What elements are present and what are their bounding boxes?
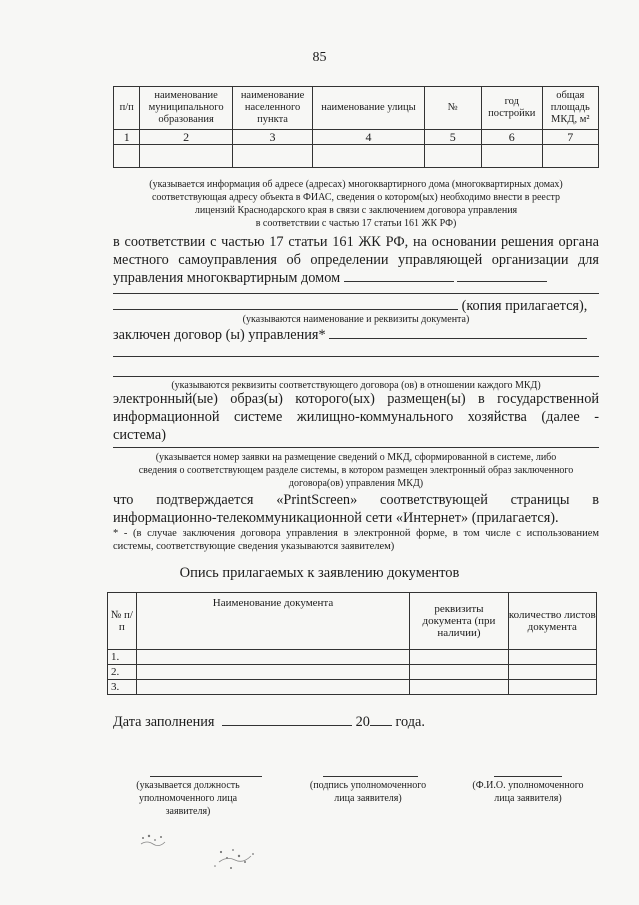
footnote: * - (в случае заключения договора управления в электронной форме, в том числе с использованием системы, соответствующие сведения указываются заявителем) [113,528,599,552]
fill-line[interactable] [329,326,587,339]
number-cell: 7 [542,130,598,145]
header-cell: год постройки [481,87,542,130]
copy-attached-text: (копия прилагается), [461,298,588,314]
word: подтверждается [156,492,254,508]
word: что [113,492,134,508]
signature-line[interactable] [323,776,418,777]
blank-cell[interactable] [424,145,481,168]
word: страницы [510,492,570,508]
word: «PrintScreen» [276,492,358,508]
row-cell[interactable] [508,665,596,680]
blank-cell[interactable] [140,145,232,168]
application-note-line: сведения о соответствующем разделе системы, в котором размещен электронный образ заключенного [138,465,574,476]
blank-cell[interactable] [232,145,312,168]
row-cell[interactable] [410,665,508,680]
row-cell[interactable] [410,650,508,665]
header-cell: реквизиты документа (при наличии) [410,593,508,650]
contract-row [113,326,599,344]
row-number: 3. [108,680,137,695]
header-cell: п/п [114,87,140,130]
address-note [113,178,599,230]
header-cell: наименование муниципального образования [140,87,232,130]
stamp-scribble-icon [135,828,265,876]
signature-caption-position: (указывается должность уполномоченного лица заявителя) [136,780,240,817]
blank-cell[interactable] [481,145,542,168]
document-list-row [108,680,597,695]
blank-cell[interactable] [313,145,424,168]
signature-caption-signature: (подпись уполномоченного лица заявителя) [309,780,427,804]
row-cell[interactable] [136,680,410,695]
signature-line[interactable] [150,776,262,777]
year-fill-line[interactable] [370,713,392,726]
row-number: 1. [108,650,137,665]
number-cell: 3 [232,130,312,145]
header-cell: количество листов документа [508,593,596,650]
address-table [113,86,599,168]
date-row [113,713,599,731]
word: в [592,492,599,508]
date-label: Дата заполнения [113,714,215,730]
document-list-title: Опись прилагаемых к заявлению документов [179,565,460,581]
contract-text: заключен договор (ы) управления* [113,327,326,343]
address-table-header [114,87,599,130]
address-note-line: (указывается информация об адресе (адресах) многоквартирного дома (многоквартирных домах) [149,179,563,190]
contract-note: (указываются реквизиты соответствующего договора (ов) в отношении каждого МКД) [171,380,541,391]
address-table-number-row [114,130,599,145]
header-cell: № п/п [108,593,137,650]
number-cell: 5 [424,130,481,145]
paragraph-decision-text: в соответствии с частью 17 статьи 161 ЖК РФ, на основании решения органа местного самоуправления об определении управляющей организации для управления многоквартирным домом [113,234,599,286]
document-list-row [108,665,597,680]
document-note: (указываются наименование и реквизиты документа) [242,314,470,325]
number-cell: 4 [313,130,424,145]
number-cell: 6 [481,130,542,145]
row-number: 2. [108,665,137,680]
date-fill-line[interactable] [222,713,352,726]
fill-line[interactable] [113,447,599,448]
row-cell[interactable] [136,650,410,665]
header-cell: № [424,87,481,130]
paragraph-printscreen-line2: информационно-телекоммуникационной сети «Интернет» (прилагается). [113,510,559,526]
signature-caption-name: (Ф.И.О. уполномоченного лица заявителя) [472,780,584,804]
signature-line[interactable] [494,776,562,777]
paragraph-system: электронный(ые) образ(ы) которого(ых) размещен(ы) в государственной информационной системе жилищно-коммунального хозяйства (далее - система) [113,391,599,443]
address-table-blank-row [114,145,599,168]
application-note-line: (указывается номер заявки на размещение сведений о МКД, сформированной в системе, либо [155,452,557,463]
fill-line[interactable] [113,376,599,377]
fill-line[interactable] [113,356,599,357]
address-note-line: соответствующая адресу объекта в ФИАС, сведения о котором(ых) необходимо внести в реестр [151,192,561,203]
header-cell: наименование населенного пункта [232,87,312,130]
word: соответствующей [380,492,488,508]
row-cell[interactable] [508,680,596,695]
fill-line[interactable] [113,297,458,310]
document-list-row [108,650,597,665]
paragraph-decision [113,233,599,287]
document-list-header [108,593,597,650]
row-cell[interactable] [136,665,410,680]
number-cell: 2 [140,130,232,145]
row-cell[interactable] [508,650,596,665]
blank-cell[interactable] [114,145,140,168]
address-note-line: в соответствии с частью 17 статьи 161 ЖК РФ) [255,218,457,229]
paragraph-printscreen [113,491,599,509]
blank-cell[interactable] [542,145,598,168]
address-note-line: лицензий Краснодарского края в связи с заключением договора управления [194,205,518,216]
header-cell: наименование улицы [313,87,424,130]
header-cell: общая площадь МКД, м² [542,87,598,130]
page-number: 85 [312,50,327,65]
row-cell[interactable] [410,680,508,695]
application-note-line: договора(ов) управления МКД) [288,478,424,489]
date-year-prefix: 20 [355,714,370,730]
application-note [113,451,599,490]
header-cell: Наименование документа [136,593,410,650]
fill-line[interactable] [344,269,454,282]
number-cell: 1 [114,130,140,145]
fill-line[interactable] [113,293,599,294]
date-suffix: года. [395,714,425,730]
document-list-table [107,592,597,695]
fill-line[interactable] [457,269,547,282]
